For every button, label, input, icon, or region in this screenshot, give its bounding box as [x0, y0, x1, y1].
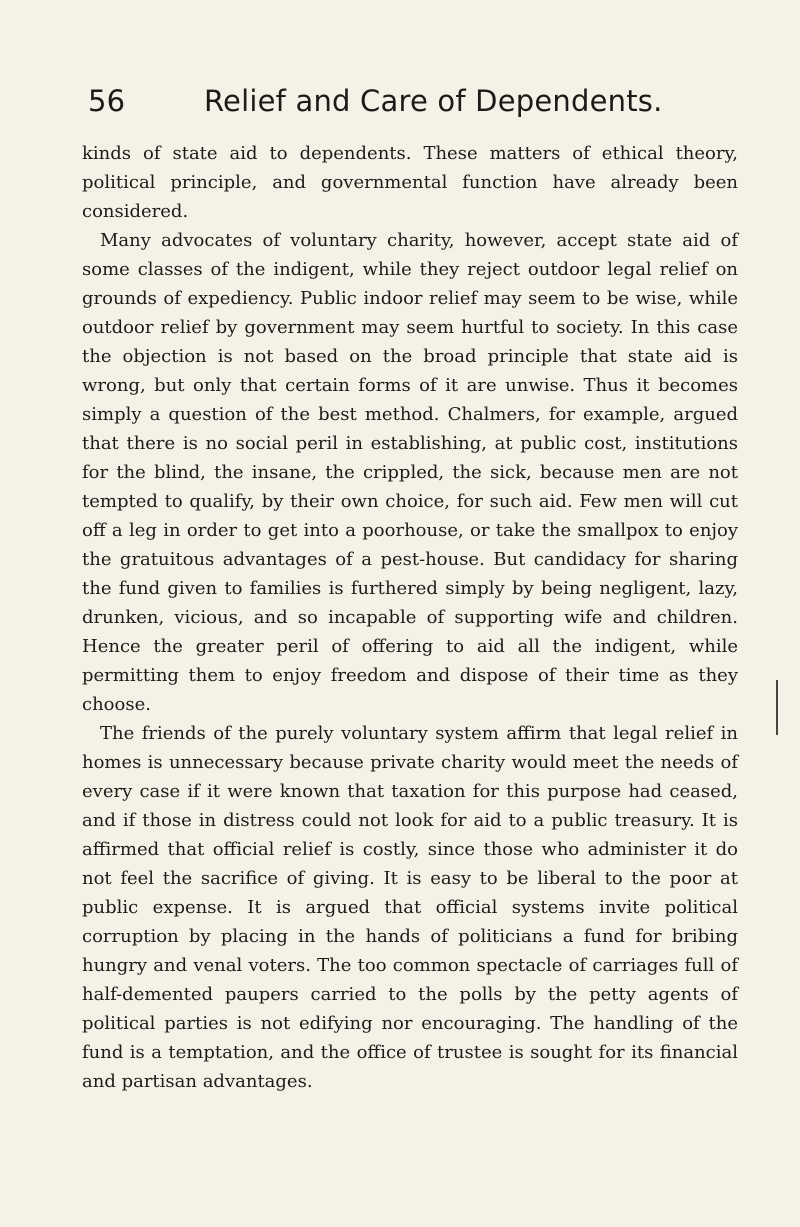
body-text — [82, 139, 738, 1096]
paragraph-continuation: kinds of state aid to dependents. These matters of ethical theory, political principle, and governmental function have already been considered. — [82, 143, 738, 222]
running-title: Relief and Care of Dependents. — [204, 84, 663, 118]
page-edge-mark — [776, 680, 778, 735]
page-number: 56 — [88, 84, 126, 118]
paragraph: Many advocates of voluntary charity, however, accept state aid of some classes of the indigent, while they reject outdoor legal relief on grounds of expediency. Public indoor relief may seem to be wise, while outdoor relief by government may seem hurtful to society. In this case the objection is not based on the broad principle that state aid is wrong, but only that certain forms of it are unwise. Thus it becomes simply a question of the best method. Chalmers, for example, argued that there is no social peril in establishing, at public cost, institutions for the blind, the insane, the crippled, the sick, because men are not tempted to qualify, by their own choice, for such aid. Few men will cut off a leg in order to get into a poorhouse, or take the smallpox to enjoy the gratuitous advantages of a pest-house. But candidacy for sharing the fund given to families is furthered simply by being negligent, lazy, drunken, vicious, and so incapable of supporting wife and children. Hence the greater peril of offering to aid all the indigent, while permitting them to enjoy freedom and dispose of their time as they choose. — [82, 230, 738, 715]
paragraph: The friends of the purely voluntary system affirm that legal relief in homes is unnecessary because private charity would meet the needs of every case if it were known that taxation for this purpose had ceased, and if those in distress could not look for aid to a public treasury. It is affirmed that official relief is costly, since those who administer it do not feel the sacrifice of giving. It is easy to be liberal to the poor at public expense. It is argued that official systems invite political corruption by placing in the hands of politicians a fund for bribing hungry and venal voters. The too common spectacle of carriages full of half-demented paupers carried to the polls by the petty agents of political parties is not edifying nor encouraging. The handling of the fund is a temptation, and the office of trustee is sought for its financial and partisan advantages. — [82, 723, 738, 1092]
page-header — [88, 76, 728, 126]
